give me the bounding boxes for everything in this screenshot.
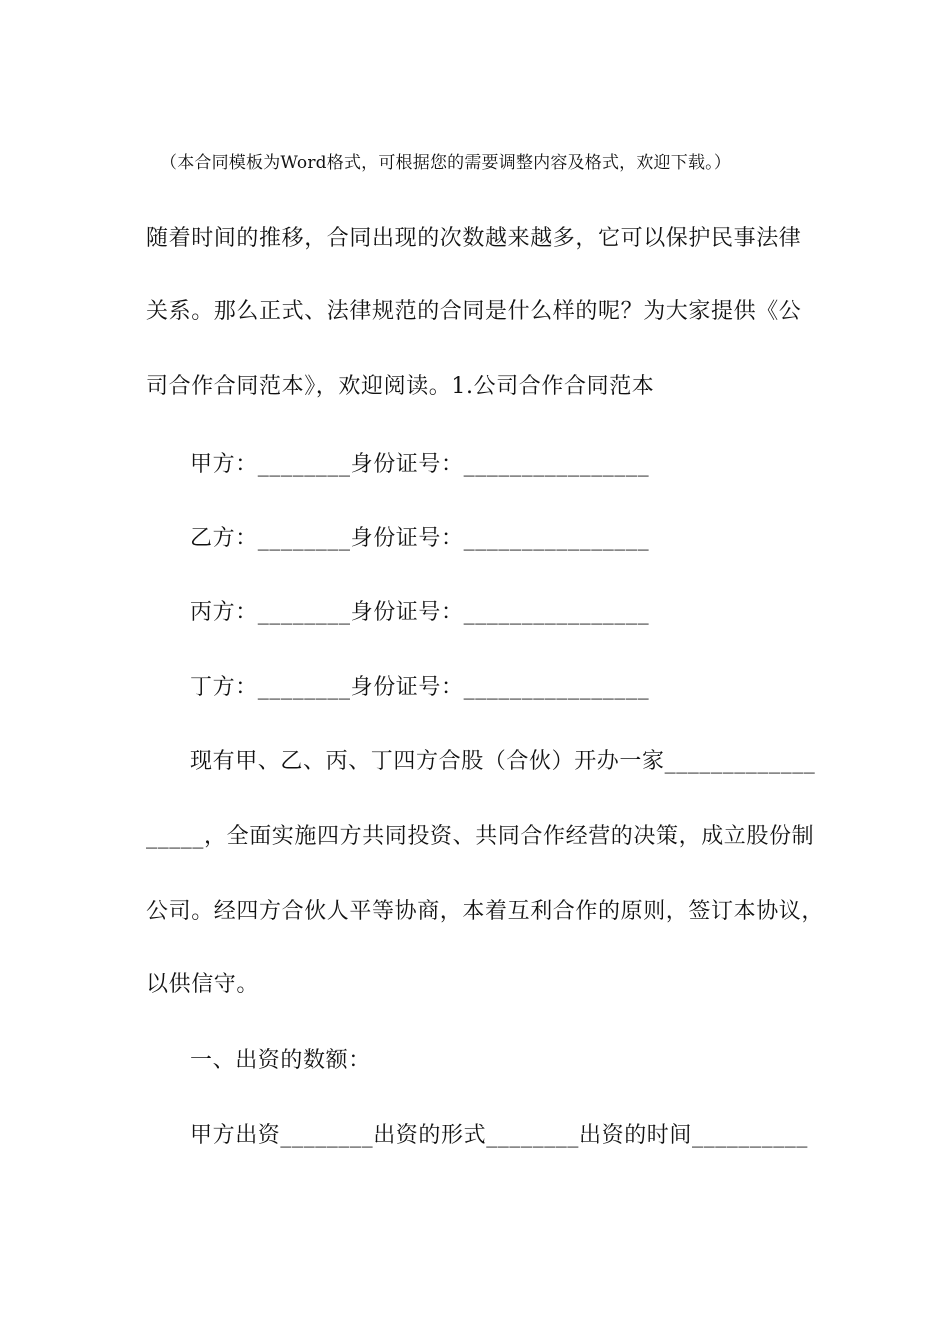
template-note: （本合同模板为Word格式，可根据您的需要调整内容及格式，欢迎下载。） — [160, 153, 732, 173]
section-1-line-1: 甲方出资________出资的形式________出资的时间__________ — [190, 1123, 809, 1148]
intro-line-3: 司合作合同范本》，欢迎阅读。1.公司合作合同范本 — [146, 374, 655, 399]
party-c-line: 丙方：________身份证号：________________ — [190, 600, 650, 625]
body-line-2: _____，全面实施四方共同投资、共同合作经营的决策，成立股份制 — [146, 824, 815, 849]
party-b-line: 乙方：________身份证号：________________ — [190, 526, 650, 551]
intro-line-1: 随着时间的推移，合同出现的次数越来越多，它可以保护民事法律 — [146, 226, 802, 251]
body-line-3: 公司。经四方合伙人平等协商，本着互利合作的原则，签订本协议， — [146, 899, 825, 924]
intro-line-2: 关系。那么正式、法律规范的合同是什么样的呢？为大家提供《公 — [146, 299, 802, 324]
party-d-line: 丁方：________身份证号：________________ — [190, 675, 650, 700]
body-line-1: 现有甲、乙、丙、丁四方合股（合伙）开办一家_____________ — [190, 749, 816, 774]
body-line-4: 以供信守。 — [146, 972, 260, 997]
party-a-line: 甲方：________身份证号：________________ — [190, 452, 650, 477]
section-1-heading: 一、出资的数额： — [190, 1048, 371, 1073]
